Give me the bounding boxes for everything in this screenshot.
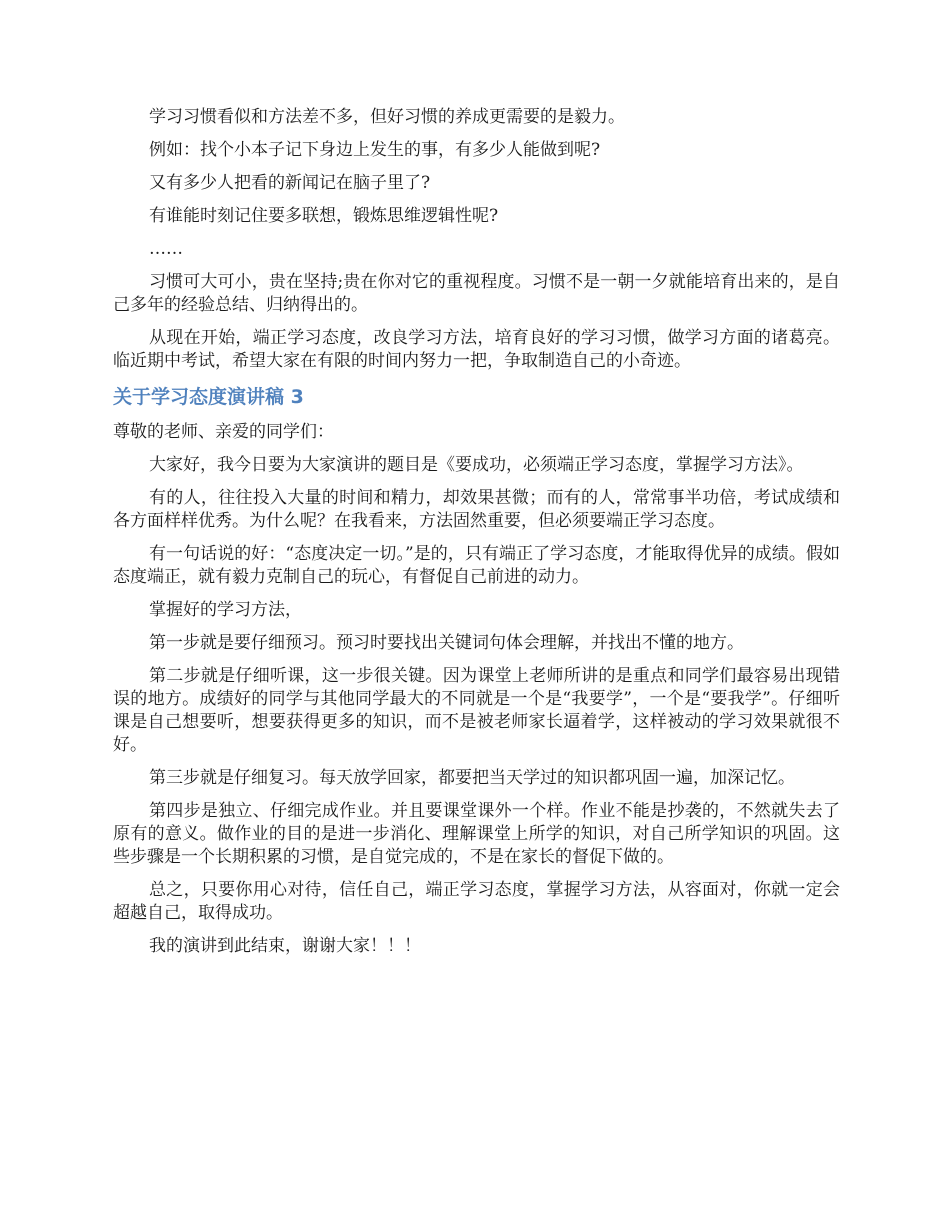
paragraph: 第二步就是仔细听课，这一步很关键。因为课堂上老师所讲的是重点和同学们最容易出现错误的地方。成绩好的同学与其他同学最大的不同就是一个是“我要学”，一个是“要我学”。仔细听课是自己想要听，想要获得更多的知识，而不是被老师家长逼着学，这样被动的学习效果就很不好。 (113, 666, 840, 755)
paragraph: 第四步是独立、仔细完成作业。并且要课堂课外一个样。作业不能是抄袭的，不然就失去了原有的意义。做作业的目的是进一步消化、理解课堂上所学的知识，对自己所学知识的巩固。这些步骤是一个长期积累的习惯，是自觉完成的，不是在家长的督促下做的。 (113, 801, 840, 867)
section-heading: 关于学习态度演讲稿 3 (113, 386, 304, 408)
salutation: 尊敬的老师、亲爱的同学们： (113, 422, 334, 442)
paragraph: 第三步就是仔细复习。每天放学回家，都要把当天学过的知识都巩固一遍，加深记忆。 (149, 768, 795, 788)
paragraph: 从现在开始，端正学习态度，改良学习方法，培育良好的学习习惯，做学习方面的诸葛亮。临近期中考试，希望大家在有限的时间内努力一把，争取制造自己的小奇迹。 (113, 328, 840, 371)
paragraph: 总之，只要你用心对待，信任自己，端正学习态度，掌握学习方法，从容面对，你就一定会超越自己，取得成功。 (113, 880, 840, 923)
closing-paragraph: 我的演讲到此结束，谢谢大家！！！ (149, 936, 421, 956)
paragraph: 例如：找个小本子记下身边上发生的事，有多少人能做到呢? (149, 140, 601, 160)
paragraph: 第一步就是要仔细预习。预习时要找出关键词句体会理解，并找出不懂的地方。 (149, 633, 744, 653)
ellipsis-paragraph: …… (149, 239, 183, 259)
paragraph: 有谁能时刻记住要多联想，锻炼思维逻辑性呢? (149, 206, 499, 226)
paragraph: 有一句话说的好：“态度决定一切。”是的，只有端正了学习态度，才能取得优异的成绩。假如态度端正，就有毅力克制自己的玩心，有督促自己前进的动力。 (113, 544, 840, 587)
paragraph: 有的人，往往投入大量的时间和精力，却效果甚微；而有的人，常常事半功倍，考试成绩和各方面样样优秀。为什么呢？在我看来，方法固然重要，但必须要端正学习态度。 (113, 488, 840, 531)
paragraph: 大家好，我今日要为大家演讲的题目是《要成功，必须端正学习态度，掌握学习方法》。 (149, 455, 804, 475)
paragraph: 习惯可大可小，贵在坚持;贵在你对它的重视程度。习惯不是一朝一夕就能培育出来的，是自己多年的经验总结、归纳得出的。 (113, 272, 840, 315)
paragraph: 又有多少人把看的新闻记在脑子里了? (149, 173, 431, 193)
paragraph: 掌握好的学习方法， (149, 600, 302, 620)
paragraph: 学习习惯看似和方法差不多，但好习惯的养成更需要的是毅力。 (149, 107, 625, 127)
document-page (113, 106, 840, 968)
